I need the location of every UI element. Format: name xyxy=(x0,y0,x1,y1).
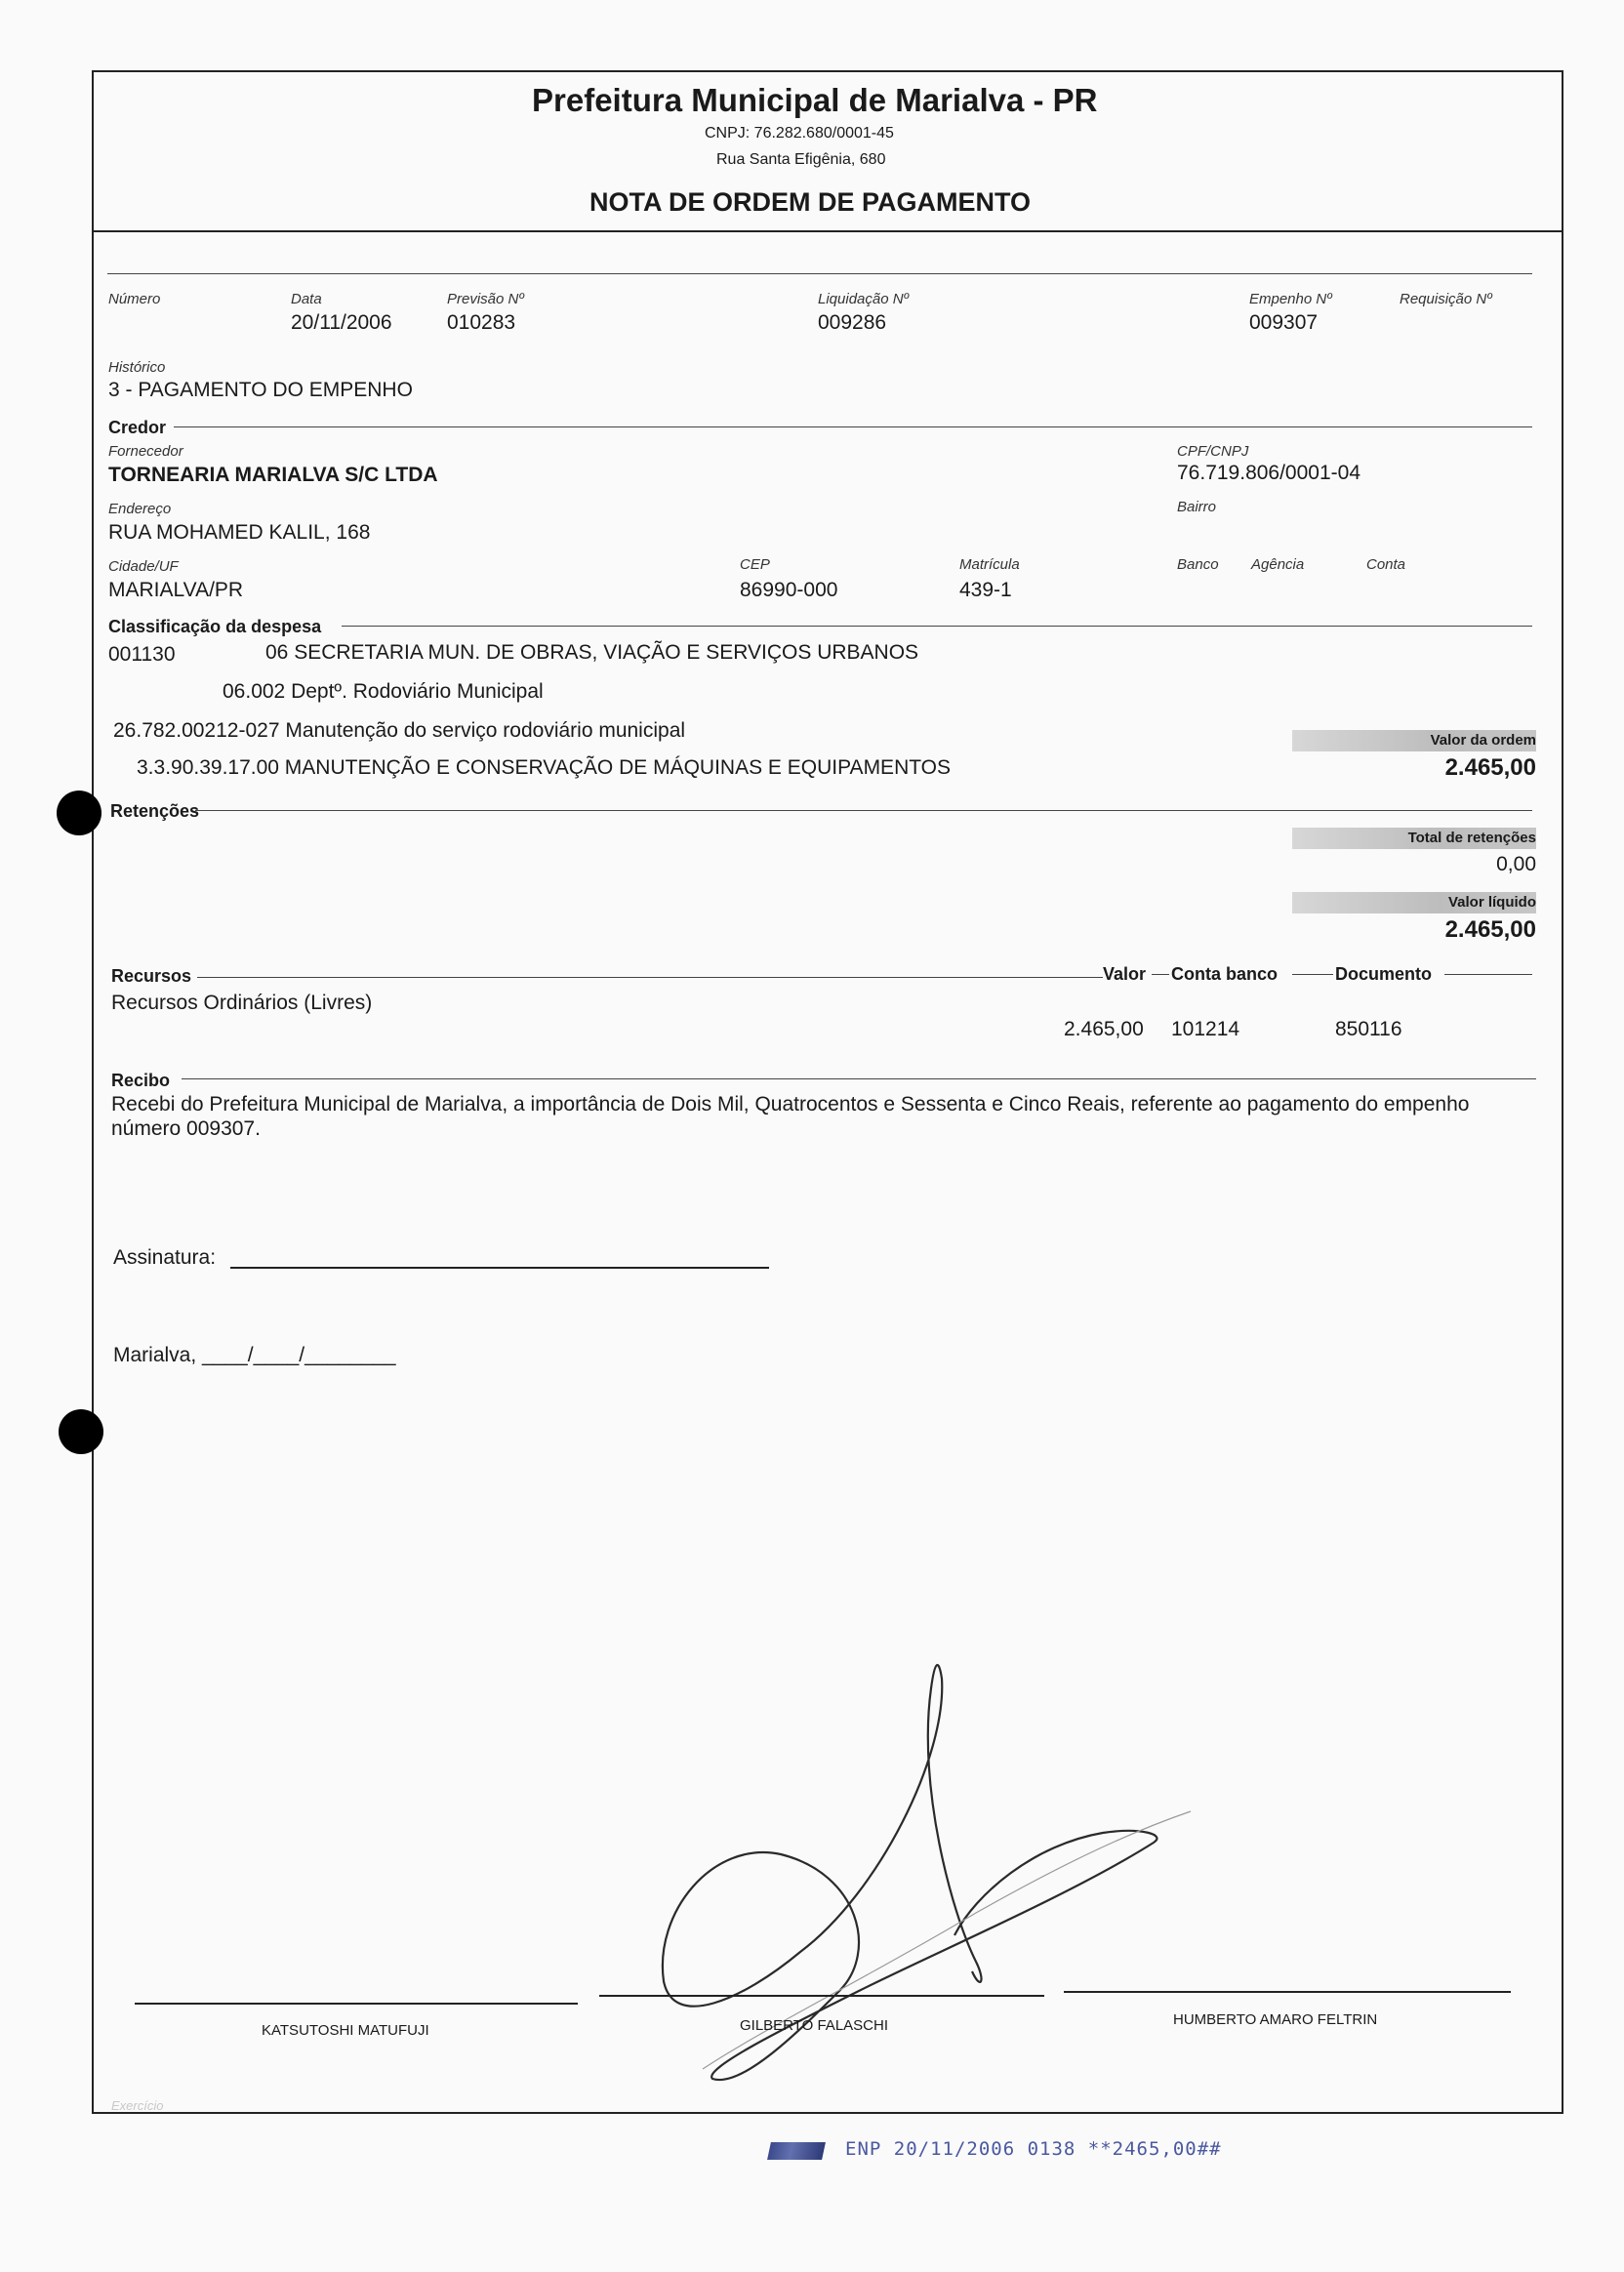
cep-label: CEP xyxy=(740,556,770,573)
footer-faded-text: Exercício xyxy=(111,2098,164,2113)
cidade-label: Cidade/UF xyxy=(108,558,179,575)
recibo-text: Recebi do Prefeitura Municipal de Marialva, a importância de Dois Mil, Quatrocentos e Sessenta e Cinco Reais, referente ao pagamento do empenho número 009307. xyxy=(111,1093,1470,1140)
numero-label: Número xyxy=(108,291,161,307)
signatory-left: KATSUTOSHI MATUFUJI xyxy=(262,2022,429,2039)
org-title: Prefeitura Municipal de Marialva - PR xyxy=(532,82,1098,118)
liquidacao-value: 009286 xyxy=(818,311,887,334)
signature-line-left xyxy=(135,2003,578,2005)
fields-top-rule xyxy=(107,273,1532,274)
retencoes-section: Retenções xyxy=(110,801,200,821)
recursos-header-rule-2 xyxy=(1292,974,1333,975)
document-title: NOTA DE ORDEM DE PAGAMENTO xyxy=(589,187,1032,217)
recursos-header-rule-1 xyxy=(1152,974,1169,975)
punch-hole-bottom xyxy=(59,1409,103,1454)
header-divider xyxy=(92,230,1563,232)
classificacao-code: 001130 xyxy=(108,643,176,666)
recibo-rule xyxy=(182,1078,1536,1079)
local-date-line: Marialva, ____/____/________ xyxy=(113,1344,396,1366)
previsao-label: Previsão Nº xyxy=(447,291,524,307)
matricula-label: Matrícula xyxy=(959,556,1020,573)
recibo-section: Recibo xyxy=(111,1071,171,1090)
cidade-value: MARIALVA/PR xyxy=(108,579,244,601)
recursos-valor-header: Valor xyxy=(1103,964,1147,984)
requisicao-label: Requisição Nº xyxy=(1400,291,1492,307)
total-retencoes-label: Total de retenções xyxy=(1407,830,1536,846)
valor-liquido-label: Valor líquido xyxy=(1447,894,1536,911)
endereco-label: Endereço xyxy=(108,501,172,517)
empenho-label: Empenho Nº xyxy=(1249,291,1332,307)
assinatura-line xyxy=(230,1267,769,1269)
valor-ordem-label: Valor da ordem xyxy=(1430,732,1536,749)
data-value: 20/11/2006 xyxy=(291,311,392,334)
classificacao-section: Classificação da despesa xyxy=(108,617,322,636)
matricula-value: 439-1 xyxy=(959,579,1012,601)
banco-label: Banco xyxy=(1177,556,1219,573)
agencia-label: Agência xyxy=(1251,556,1305,573)
punch-hole-top xyxy=(57,791,102,835)
signatory-right: HUMBERTO AMARO FELTRIN xyxy=(1173,2011,1378,2028)
classificacao-orgao: 06 SECRETARIA MUN. DE OBRAS, VIAÇÃO E SERVIÇOS URBANOS xyxy=(265,641,919,664)
cpf-label: CPF/CNPJ xyxy=(1177,443,1249,460)
signatory-center: GILBERTO FALASCHI xyxy=(740,2017,888,2034)
recursos-section: Recursos xyxy=(111,966,192,986)
assinatura-label: Assinatura: xyxy=(113,1246,217,1269)
data-label: Data xyxy=(291,291,322,307)
endereco-value: RUA MOHAMED KALIL, 168 xyxy=(108,521,371,544)
historico-label: Histórico xyxy=(108,359,166,376)
recursos-conta: 101214 xyxy=(1171,1018,1240,1040)
recursos-valor: 2.465,00 xyxy=(1064,1018,1144,1040)
fornecedor-value: TORNEARIA MARIALVA S/C LTDA xyxy=(108,464,438,486)
previsao-value: 010283 xyxy=(447,311,516,334)
credor-section: Credor xyxy=(108,418,167,437)
fornecedor-label: Fornecedor xyxy=(108,443,183,460)
recursos-documento-header: Documento xyxy=(1335,964,1432,984)
recursos-documento: 850116 xyxy=(1335,1018,1402,1040)
valor-ordem-value: 2.465,00 xyxy=(1444,754,1536,781)
recursos-header-rule-3 xyxy=(1444,974,1532,975)
signature-line-right xyxy=(1064,1991,1511,1993)
credor-rule xyxy=(174,426,1532,427)
classificacao-natureza: 3.3.90.39.17.00 MANUTENÇÃO E CONSERVAÇÃO DE MÁQUINAS E EQUIPAMENTOS xyxy=(137,756,952,779)
signature-line-center xyxy=(599,1995,1044,1997)
recursos-rule xyxy=(197,977,1103,978)
cep-value: 86990-000 xyxy=(740,579,838,601)
cpf-value: 76.719.806/0001-04 xyxy=(1177,462,1361,484)
recursos-conta-header: Conta banco xyxy=(1171,964,1279,984)
stamp-logo-icon xyxy=(767,2142,826,2160)
total-retencoes-value: 0,00 xyxy=(1496,853,1536,875)
valor-liquido-value: 2.465,00 xyxy=(1444,916,1536,943)
org-cnpj: CNPJ: 76.282.680/0001-45 xyxy=(705,125,894,142)
retencoes-rule xyxy=(195,810,1532,811)
classificacao-funcional: 26.782.00212-027 Manutenção do serviço rodoviário municipal xyxy=(113,719,686,742)
conta-label: Conta xyxy=(1366,556,1406,573)
org-address: Rua Santa Efigênia, 680 xyxy=(716,151,886,168)
liquidacao-label: Liquidação Nº xyxy=(818,291,910,307)
classificacao-unidade: 06.002 Deptº. Rodoviário Municipal xyxy=(223,680,544,703)
classificacao-rule xyxy=(342,626,1532,627)
bairro-label: Bairro xyxy=(1177,499,1217,515)
empenho-value: 009307 xyxy=(1249,311,1319,334)
mechanical-stamp: ENP 20/11/2006 0138 **2465,00## xyxy=(845,2138,1222,2160)
recursos-fonte: Recursos Ordinários (Livres) xyxy=(111,992,373,1014)
historico-value: 3 - PAGAMENTO DO EMPENHO xyxy=(108,379,413,401)
